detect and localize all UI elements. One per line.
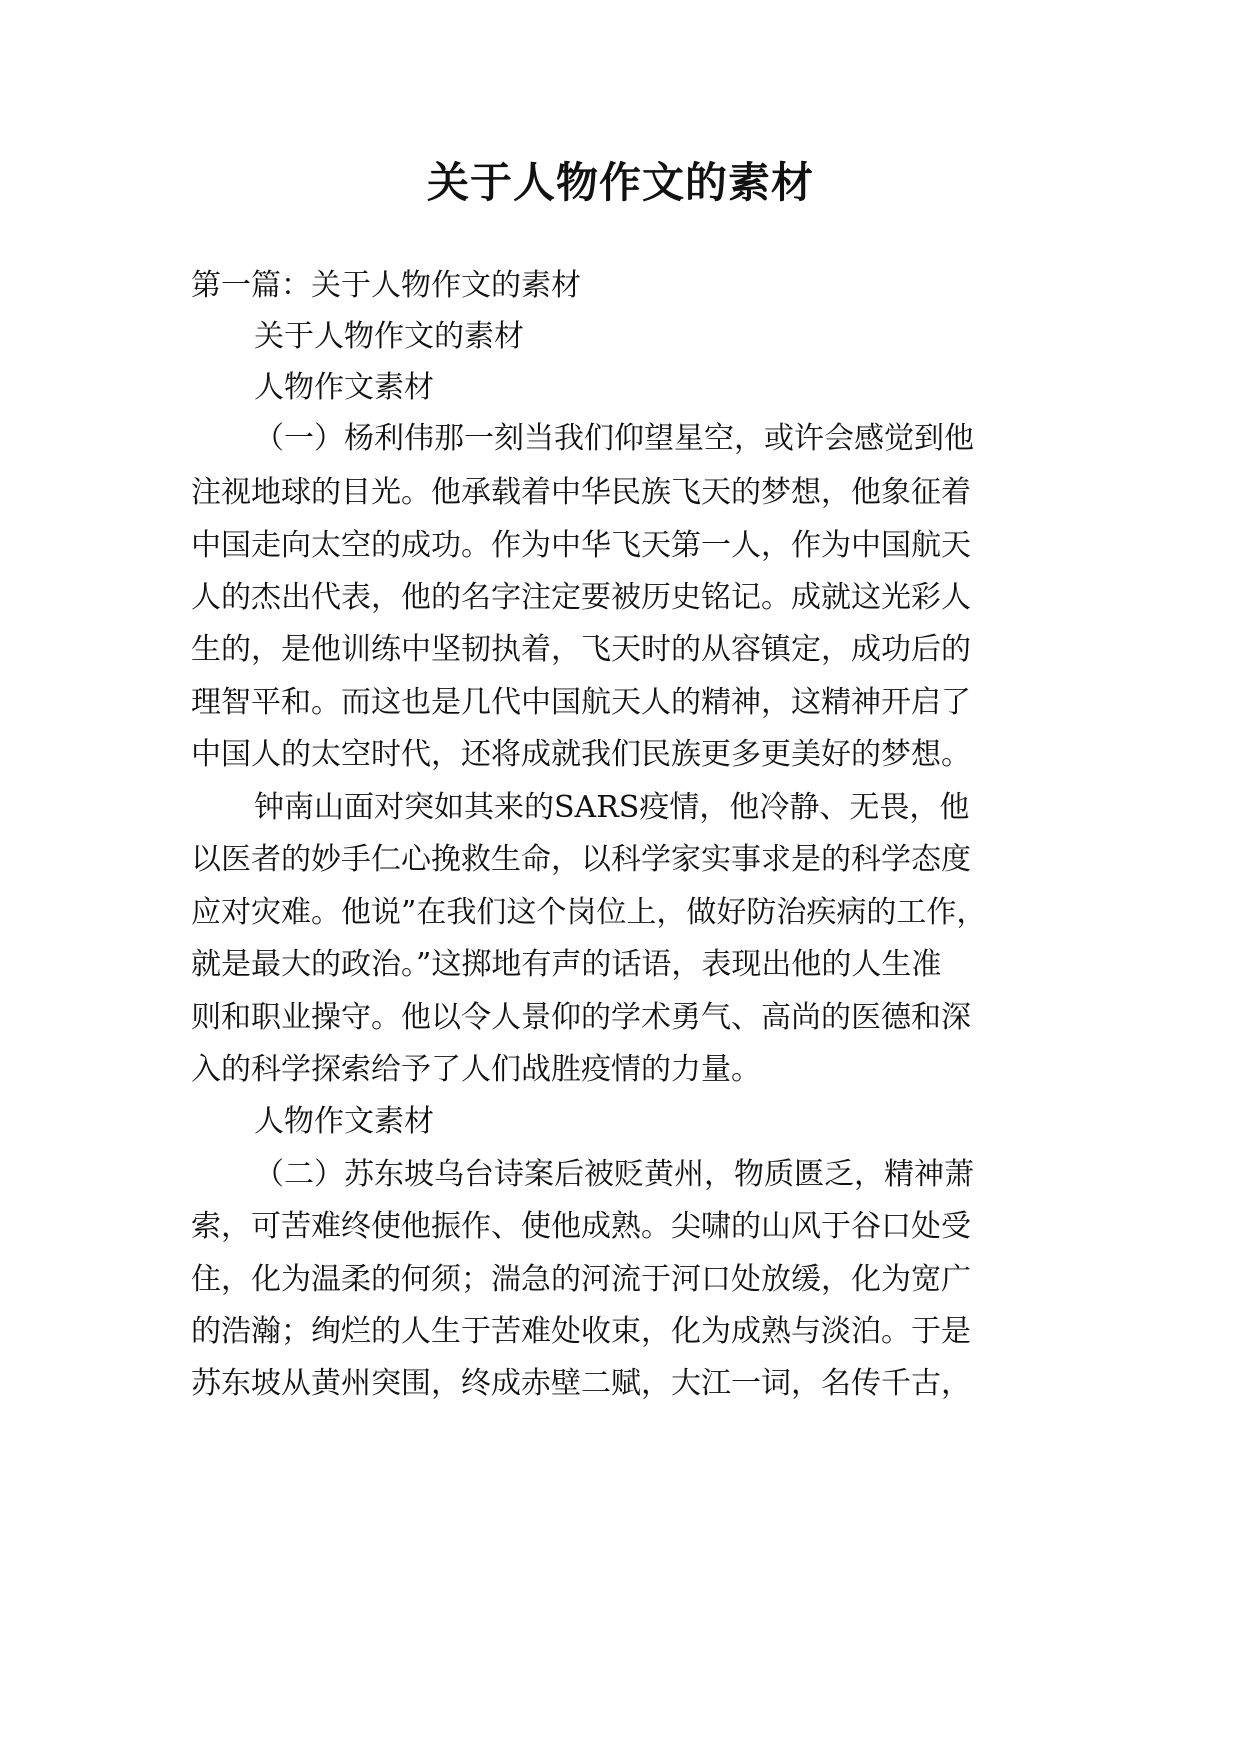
text-line: 以医者的妙手仁心挽救生命，以科学家实事求是的科学态度 (191, 842, 971, 877)
text-line: 人的杰出代表，他的名字注定要被历史铭记。成就这光彩人 (191, 580, 971, 615)
text-line: 钟南山面对突如其来的SARS疫情，他冷静、无畏，他 (254, 790, 970, 825)
text-line: 就是最大的政治。”这掷地有声的话语，表现出他的人生准 (191, 947, 942, 982)
text-line: 生的，是他训练中坚韧执着，飞天时的从容镇定，成功后的 (191, 632, 971, 667)
subtitle: 关于人物作文的素材 (254, 319, 524, 354)
page-title: 关于人物作文的素材 (426, 158, 814, 207)
text-line: 理智平和。而这也是几代中国航天人的精神，这精神开启了 (191, 685, 971, 720)
text-line: （一）杨利伟那一刻当我们仰望星空，或许会感觉到他 (254, 421, 974, 456)
text-line: 苏东坡从黄州突围，终成赤壁二赋，大江一词，名传千古， (191, 1366, 971, 1401)
text-line: 注视地球的目光。他承载着中华民族飞天的梦想，他象征着 (191, 475, 971, 510)
subheading-1: 人物作文素材 (254, 370, 434, 405)
subheading-2: 人物作文素材 (254, 1104, 434, 1139)
text-line: 索，可苦难终使他振作、使他成熟。尖啸的山风于谷口处受 (191, 1209, 971, 1244)
text-line: 则和职业操守。他以令人景仰的学术勇气、高尚的医德和深 (191, 1000, 971, 1035)
text-line: 入的科学探索给予了人们战胜疫情的力量。 (191, 1052, 761, 1087)
text-line: 的浩瀚；绚烂的人生于苦难处收束，化为成熟与淡泊。于是 (191, 1314, 971, 1349)
text-line: 中国人的太空时代，还将成就我们民族更多更美好的梦想。 (191, 737, 971, 772)
text-line: 应对灾难。他说”在我们这个岗位上，做好防治疾病的工作， (191, 895, 987, 930)
section-heading: 第一篇：关于人物作文的素材 (191, 268, 581, 303)
text-line: （二）苏东坡乌台诗案后被贬黄州，物质匮乏，精神萧 (254, 1157, 974, 1192)
text-line: 中国走向太空的成功。作为中华飞天第一人，作为中国航天 (191, 528, 971, 563)
text-line: 住，化为温柔的何须；湍急的河流于河口处放缓，化为宽广 (191, 1262, 971, 1297)
